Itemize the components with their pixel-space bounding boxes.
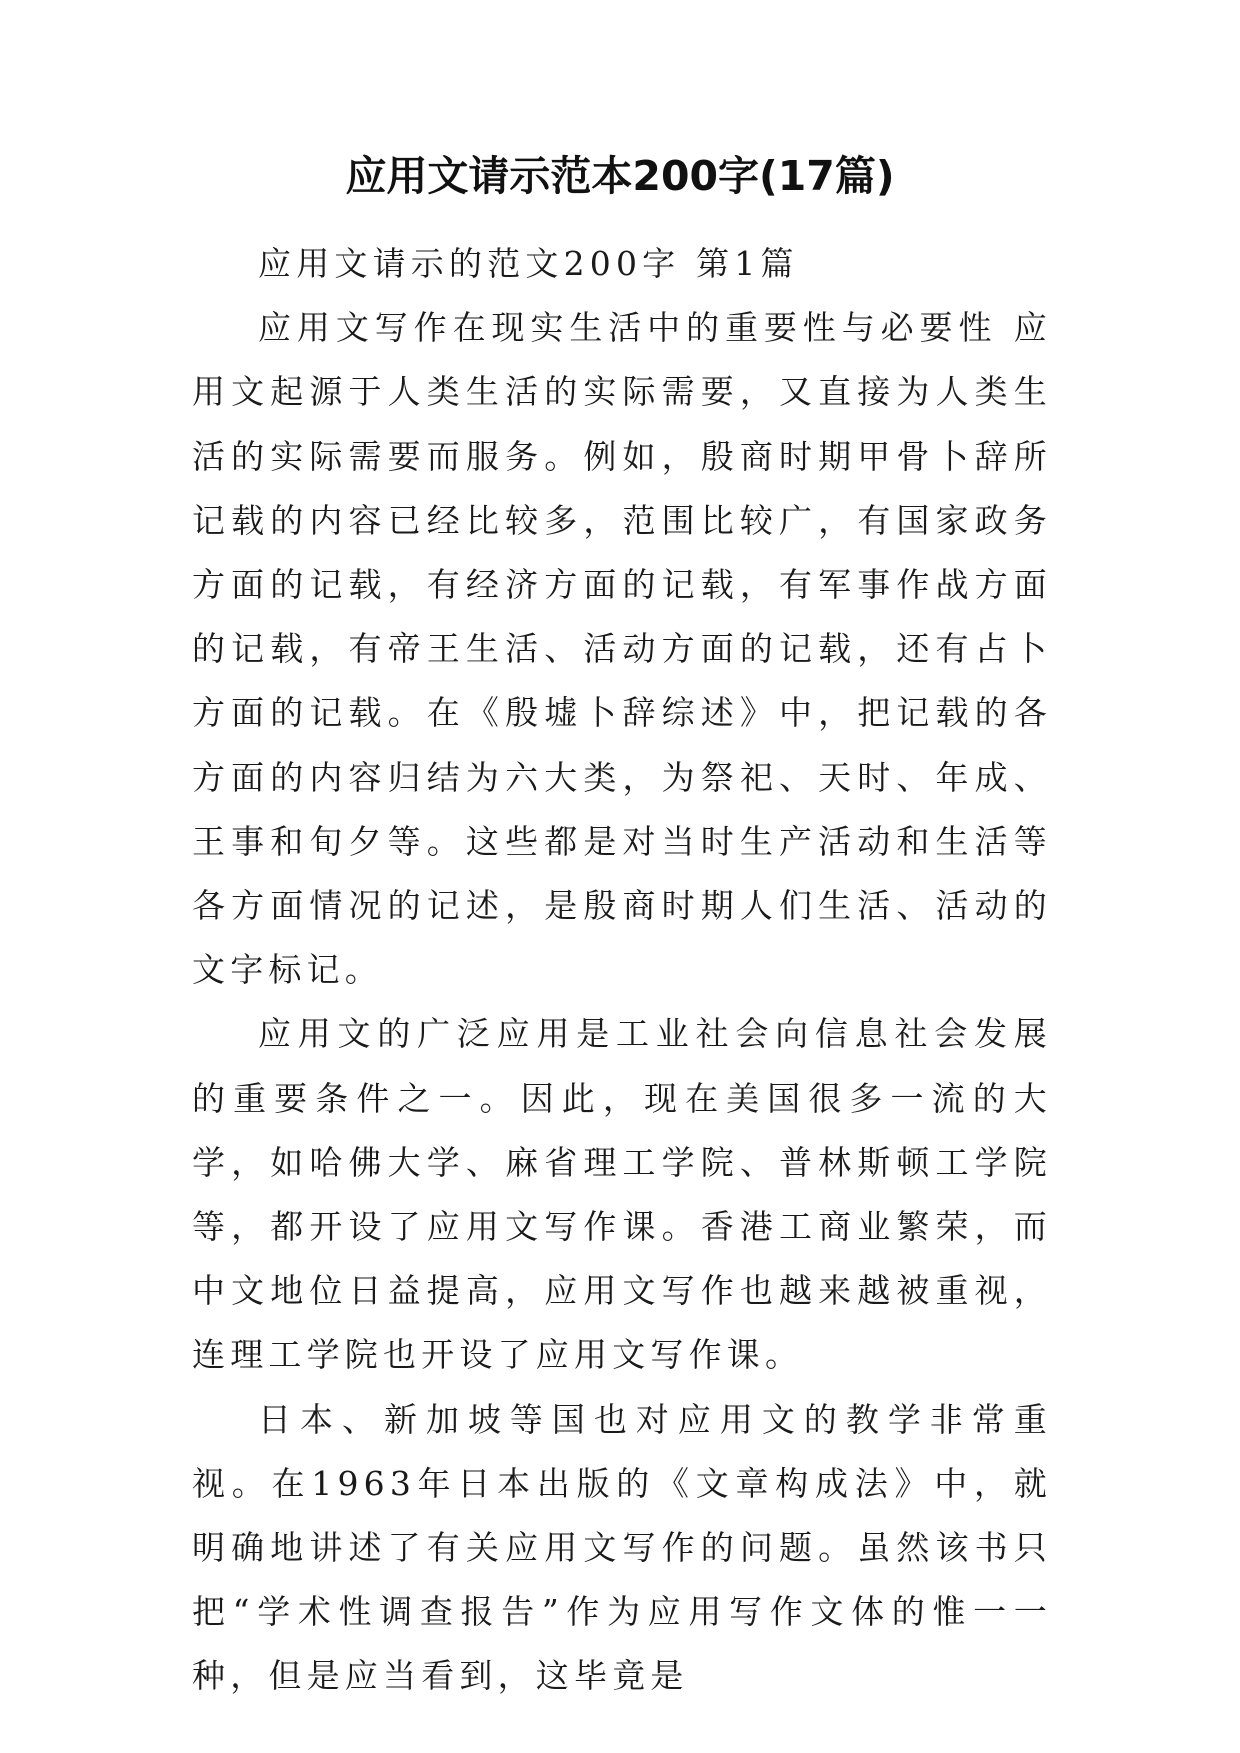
body-paragraph: 应用文写作在现实生活中的重要性与必要性 应用文起源于人类生活的实际需要，又直接为人类生活的实际需要而服务。例如，殷商时期甲骨卜辞所记载的内容已经比较多，范围比较广，有国家政务方面的记载，有经济方面的记载，有军事作战方面的记载，有帝王生活、活动方面的记载，还有占卜方面的记载。在《殷墟卜辞综述》中，把记载的各方面的内容归结为六大类，为祭祀、天时、年成、王事和旬夕等。这些都是对当时生产活动和生活等各方面情况的记述，是殷商时期人们生活、活动的文字标记。 [192, 308, 1052, 990]
section-heading: 应用文请示的范文200字 第1篇 [258, 244, 799, 283]
body-paragraph: 日本、新加坡等国也对应用文的教学非常重视。在1963年日本出版的《文章构成法》中，就明确地讲述了有关应用文写作的问题。虽然该书只把“学术性调查报告”作为应用写作文体的惟一一种，但是应当看到，这毕竟是 [192, 1399, 1052, 1696]
document-title: 应用文请示范本200字(17篇) [345, 152, 895, 200]
document-body [192, 232, 1052, 1709]
body-paragraph: 应用文的广泛应用是工业社会向信息社会发展的重要条件之一。因此，现在美国很多一流的大学，如哈佛大学、麻省理工学院、普林斯顿工学院等，都开设了应用文写作课。香港工商业繁荣，而中文地位日益提高，应用文写作也越来越被重视，连理工学院也开设了应用文写作课。 [192, 1014, 1052, 1375]
